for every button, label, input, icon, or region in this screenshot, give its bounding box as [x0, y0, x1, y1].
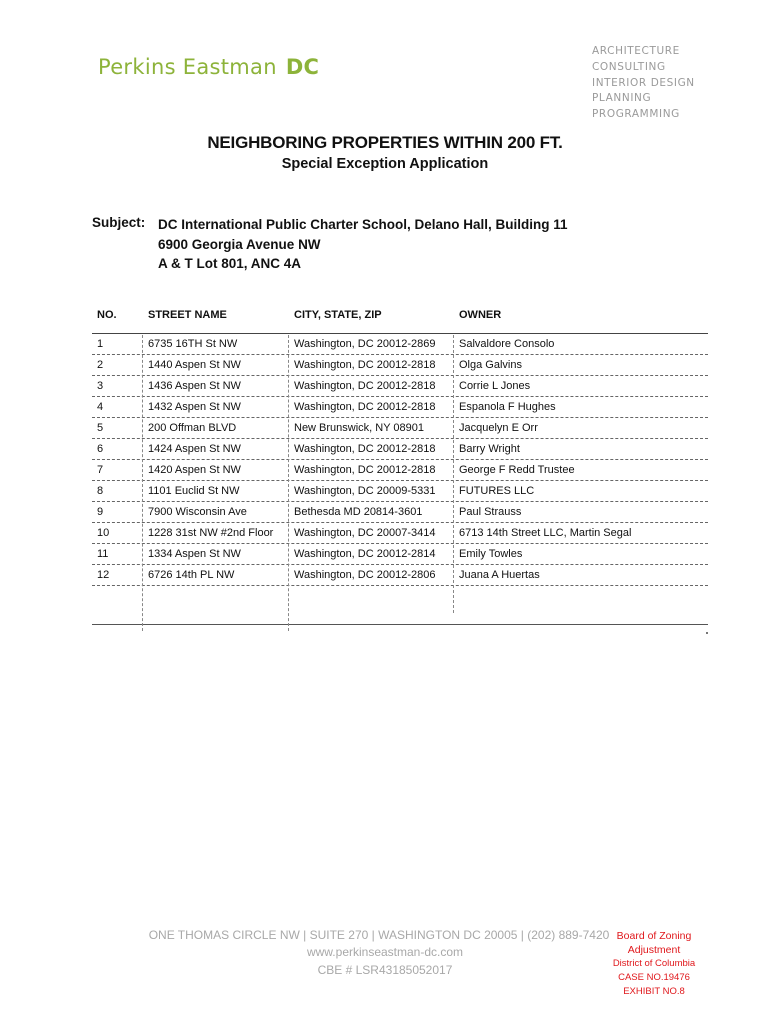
cell-city: Washington, DC 20012-2806 [294, 569, 436, 581]
cell-city: Washington, DC 20012-2818 [294, 380, 436, 392]
table-row [92, 439, 708, 460]
document-subtitle: Special Exception Application [281, 156, 489, 172]
table-row [92, 502, 708, 523]
cell-no: 6 [97, 443, 104, 455]
table-row [92, 523, 708, 544]
zoning-stamp [600, 929, 708, 999]
cell-owner: 6713 14th Street LLC, Martin Segal [459, 527, 632, 539]
cell-no: 3 [97, 380, 104, 392]
table-row [92, 544, 708, 565]
cell-street: 1420 Aspen St NW [148, 464, 241, 476]
cell-owner: Juana A Huertas [459, 569, 540, 581]
logo-text: Perkins Eastman [98, 55, 277, 79]
stamp-line: District of Columbia [612, 958, 696, 969]
services-list [592, 44, 695, 123]
cell-city: Washington, DC 20012-2818 [294, 401, 436, 413]
table-row [92, 355, 708, 376]
header-owner: OWNER [459, 309, 502, 321]
company-logo [98, 55, 319, 79]
cell-city: Washington, DC 20012-2869 [294, 338, 436, 350]
cell-no: 10 [97, 527, 110, 539]
subject-label: Subject: [92, 215, 146, 230]
header-city: CITY, STATE, ZIP [294, 309, 382, 321]
cell-no: 12 [97, 569, 110, 581]
cell-owner: Emily Towles [459, 548, 523, 560]
footer-address: ONE THOMAS CIRCLE NW | SUITE 270 | WASHINGTON DC 20005 | (202) 889-7420 [148, 928, 610, 942]
cell-no: 11 [97, 548, 109, 560]
cell-no: 9 [97, 506, 104, 518]
footer-cbe: CBE # LSR43185052017 [317, 963, 453, 977]
cell-city: Bethesda MD 20814-3601 [294, 506, 423, 518]
service-item: CONSULTING [592, 60, 666, 73]
cell-owner: Olga Galvins [459, 359, 522, 371]
column-divider [288, 335, 289, 631]
cell-city: Washington, DC 20012-2818 [294, 464, 436, 476]
stray-mark [706, 632, 708, 634]
footer-website: www.perkinseastman-dc.com [306, 945, 464, 959]
column-divider [453, 335, 454, 613]
cell-no: 7 [97, 464, 104, 476]
stamp-line: EXHIBIT NO.8 [623, 986, 685, 997]
cell-city: New Brunswick, NY 08901 [294, 422, 425, 434]
cell-street: 6726 14th PL NW [148, 569, 235, 581]
subject-block [158, 215, 568, 274]
table-row [92, 397, 708, 418]
table-row [92, 481, 708, 502]
stamp-line: Board of Zoning Adjustment [616, 930, 692, 956]
cell-street: 1432 Aspen St NW [148, 401, 241, 413]
cell-owner: Espanola F Hughes [459, 401, 556, 413]
cell-owner: FUTURES LLC [459, 485, 535, 497]
cell-city: Washington, DC 20007-3414 [294, 527, 436, 539]
cell-street: 200 Offman BLVD [148, 422, 237, 434]
cell-owner: Paul Strauss [459, 506, 522, 518]
table-row [92, 418, 708, 439]
cell-owner: George F Redd Trustee [459, 464, 575, 476]
cell-street: 1228 31st NW #2nd Floor [148, 527, 274, 539]
cell-street: 1436 Aspen St NW [148, 380, 241, 392]
cell-city: Washington, DC 20009-5331 [294, 485, 436, 497]
cell-owner: Jacquelyn E Orr [459, 422, 538, 434]
subject-line: DC International Public Charter School, Delano Hall, Building 11 [158, 217, 568, 232]
column-divider [142, 335, 143, 631]
cell-street: 1101 Euclid St NW [148, 485, 240, 497]
subject-line: 6900 Georgia Avenue NW [158, 236, 321, 252]
cell-street: 1424 Aspen St NW [148, 443, 241, 455]
table-row-tail [92, 625, 708, 643]
cell-no: 8 [97, 485, 104, 497]
header-no: NO. [97, 309, 117, 321]
document-title: NEIGHBORING PROPERTIES WITHIN 200 FT. [207, 133, 563, 152]
cell-city: Washington, DC 20012-2814 [294, 548, 436, 560]
properties-table [92, 305, 708, 643]
cell-city: Washington, DC 20012-2818 [294, 359, 436, 371]
cell-owner: Salvaldore Consolo [459, 338, 555, 350]
table-row [92, 376, 708, 397]
table-row [92, 334, 708, 355]
stamp-line: CASE NO.19476 [618, 972, 690, 983]
table-row [92, 565, 708, 586]
subject-line: A & T Lot 801, ANC 4A [158, 256, 302, 271]
table-row-empty [92, 586, 708, 625]
service-item: INTERIOR DESIGN [592, 76, 695, 89]
service-item: ARCHITECTURE [592, 45, 680, 57]
table-body [92, 334, 708, 586]
cell-no: 4 [97, 401, 104, 413]
cell-owner: Corrie L Jones [459, 380, 531, 392]
cell-street: 6735 16TH St NW [148, 338, 238, 350]
cell-owner: Barry Wright [459, 443, 520, 455]
table-header-row [92, 305, 708, 334]
cell-city: Washington, DC 20012-2818 [294, 443, 436, 455]
cell-street: 7900 Wisconsin Ave [148, 506, 247, 518]
cell-street: 1440 Aspen St NW [148, 359, 241, 371]
cell-no: 1 [97, 338, 104, 350]
cell-no: 5 [97, 422, 104, 434]
service-item: PLANNING [592, 92, 652, 105]
cell-street: 1334 Aspen St NW [148, 548, 241, 560]
service-item: PROGRAMMING [592, 108, 680, 121]
logo-suffix: DC [285, 55, 320, 79]
cell-no: 2 [97, 359, 104, 371]
header-street: STREET NAME [148, 309, 227, 321]
table-row [92, 460, 708, 481]
